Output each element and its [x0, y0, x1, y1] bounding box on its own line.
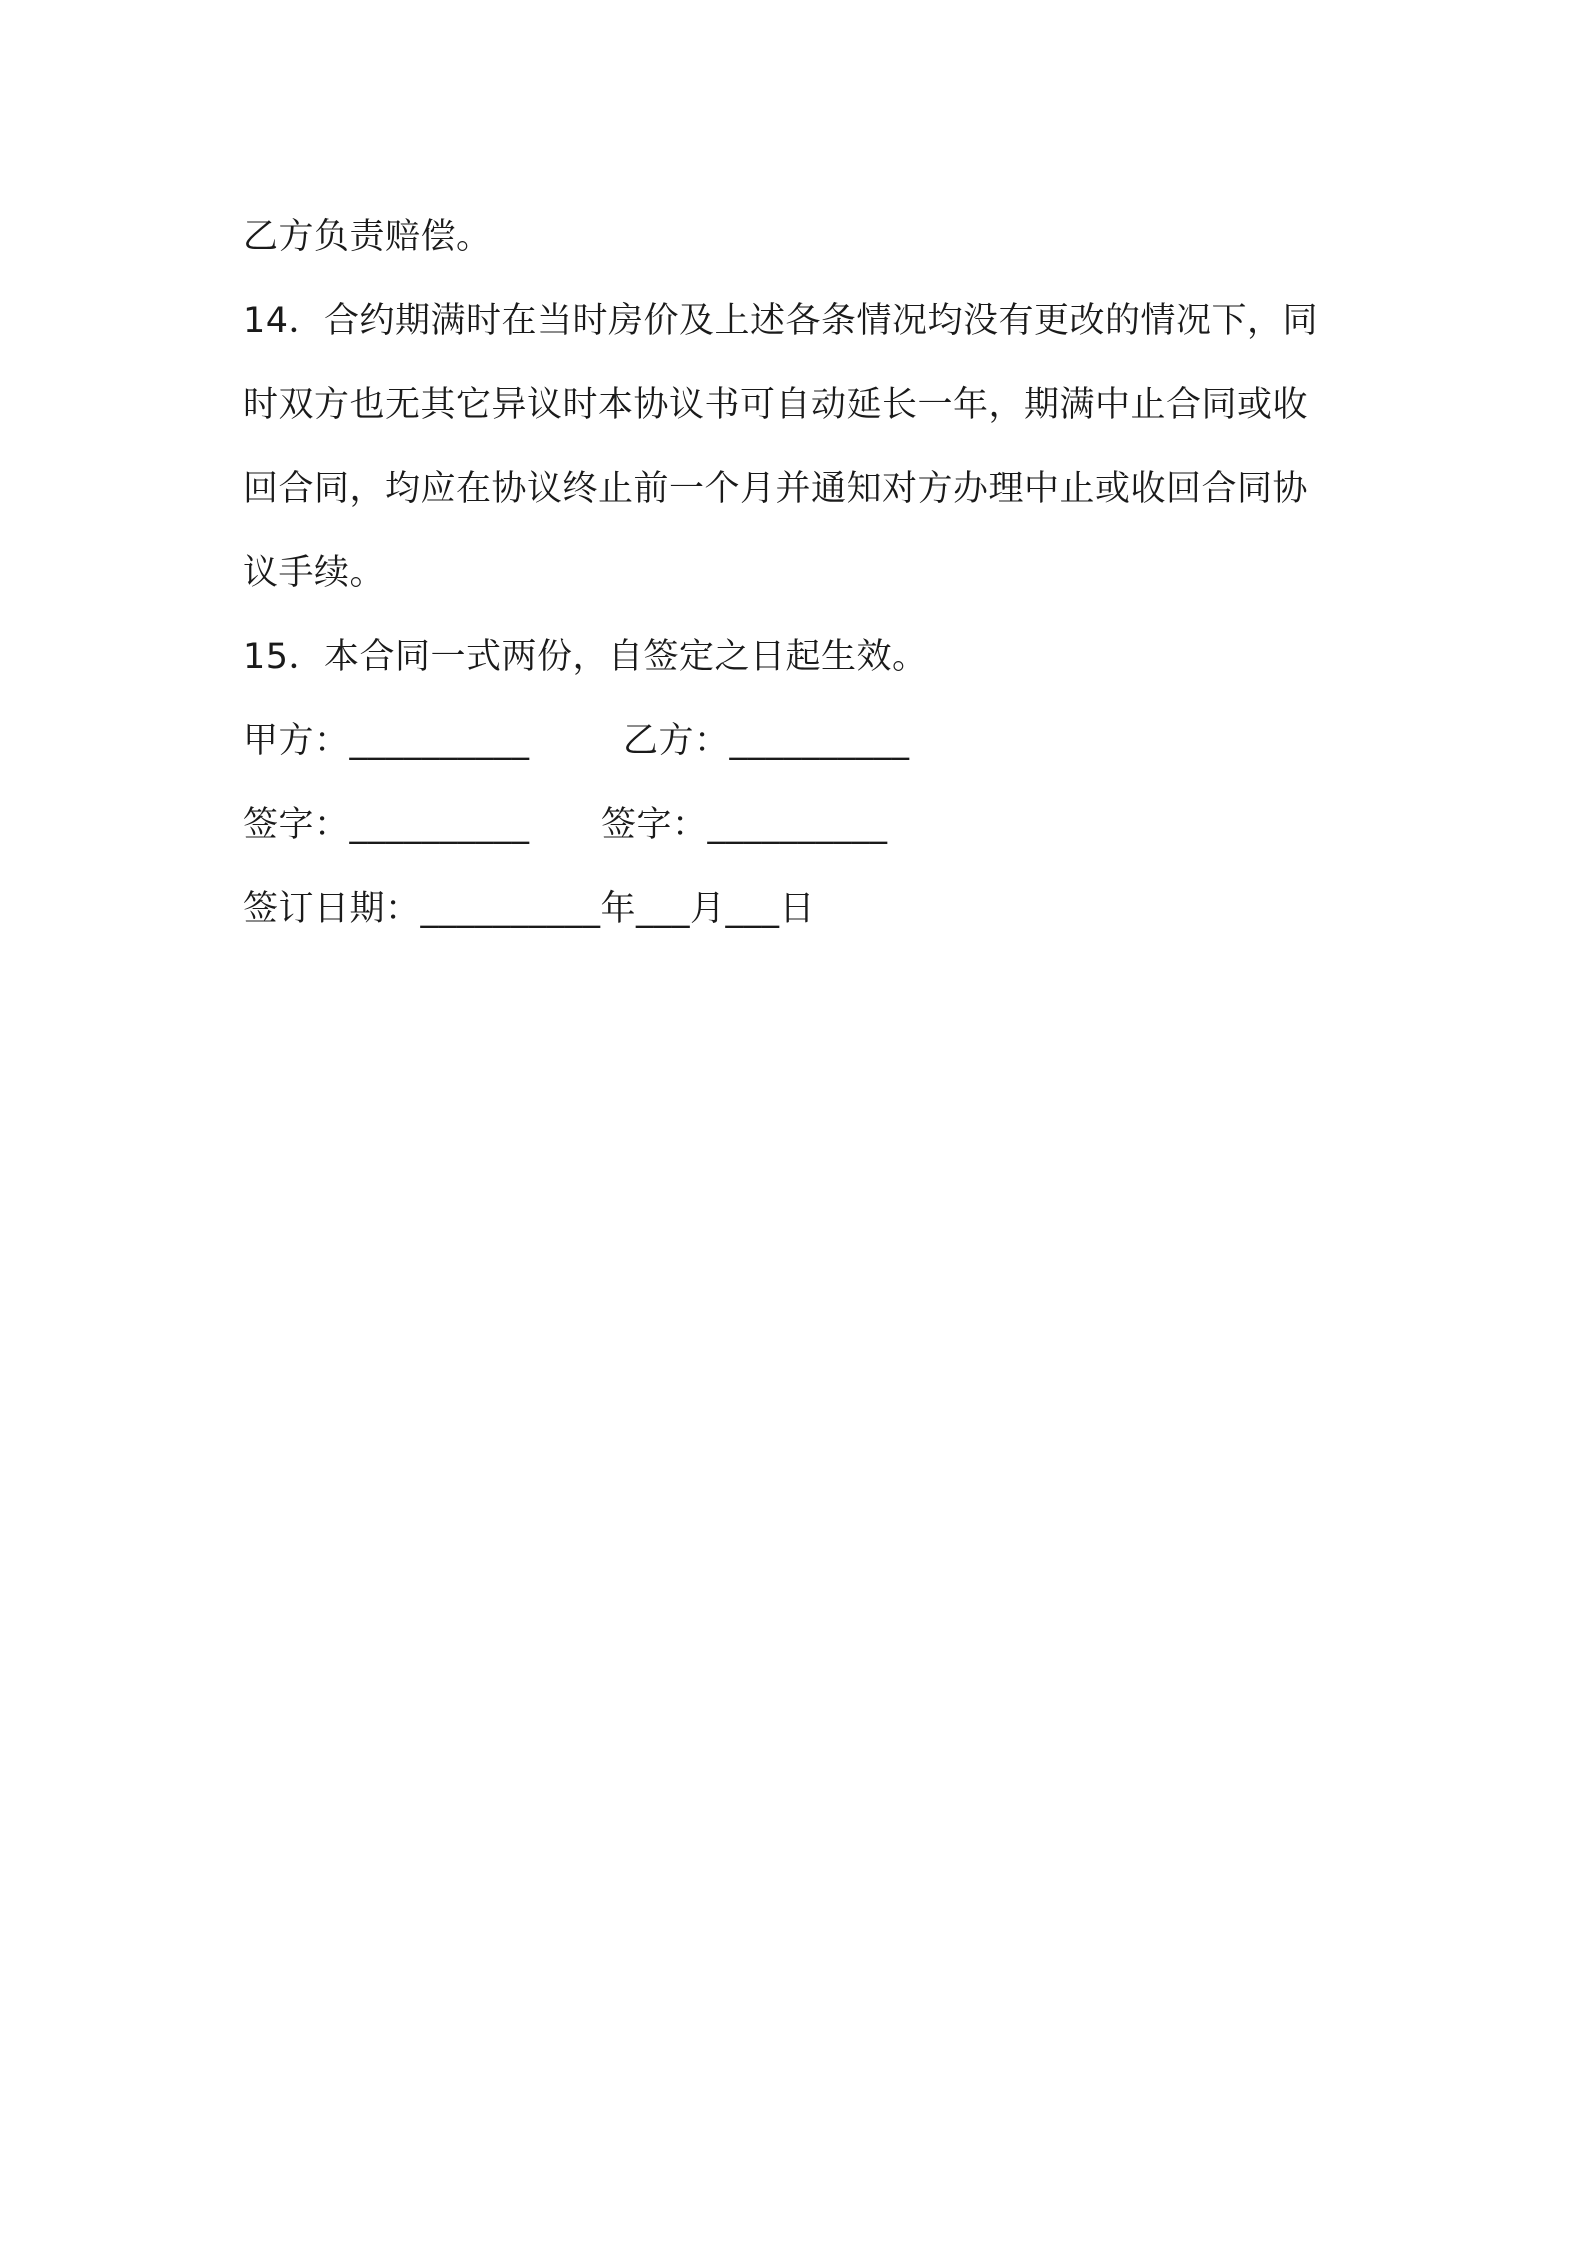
clause-13-tail: 乙方负责赔偿。 — [243, 217, 492, 257]
clause-15: 15．本合同一式两份，自签定之日起生效。 — [243, 637, 928, 677]
party-b-field: 乙方：__________ — [623, 721, 910, 761]
sign-a-field: 签字：__________ — [243, 805, 530, 845]
sign-b-field: 签字：__________ — [601, 805, 888, 845]
clause-14-line-1: 14．合约期满时在当时房价及上述各条情况均没有更改的情况下，同 — [243, 301, 1319, 341]
clause-14-line-2: 时双方也无其它异议时本协议书可自动延长一年，期满中止合同或收 — [243, 385, 1309, 425]
party-a-field: 甲方：__________ — [243, 721, 530, 761]
signing-date-field: 签订日期：__________年___月___日 — [243, 889, 816, 929]
signature-row — [243, 783, 1353, 867]
document-body — [243, 195, 1353, 951]
date-row — [243, 867, 1353, 951]
clause-14-line-3: 回合同，均应在协议终止前一个月并通知对方办理中止或收回合同协 — [243, 469, 1309, 509]
clause-14-line-4: 议手续。 — [243, 553, 386, 593]
party-row — [243, 699, 1353, 783]
